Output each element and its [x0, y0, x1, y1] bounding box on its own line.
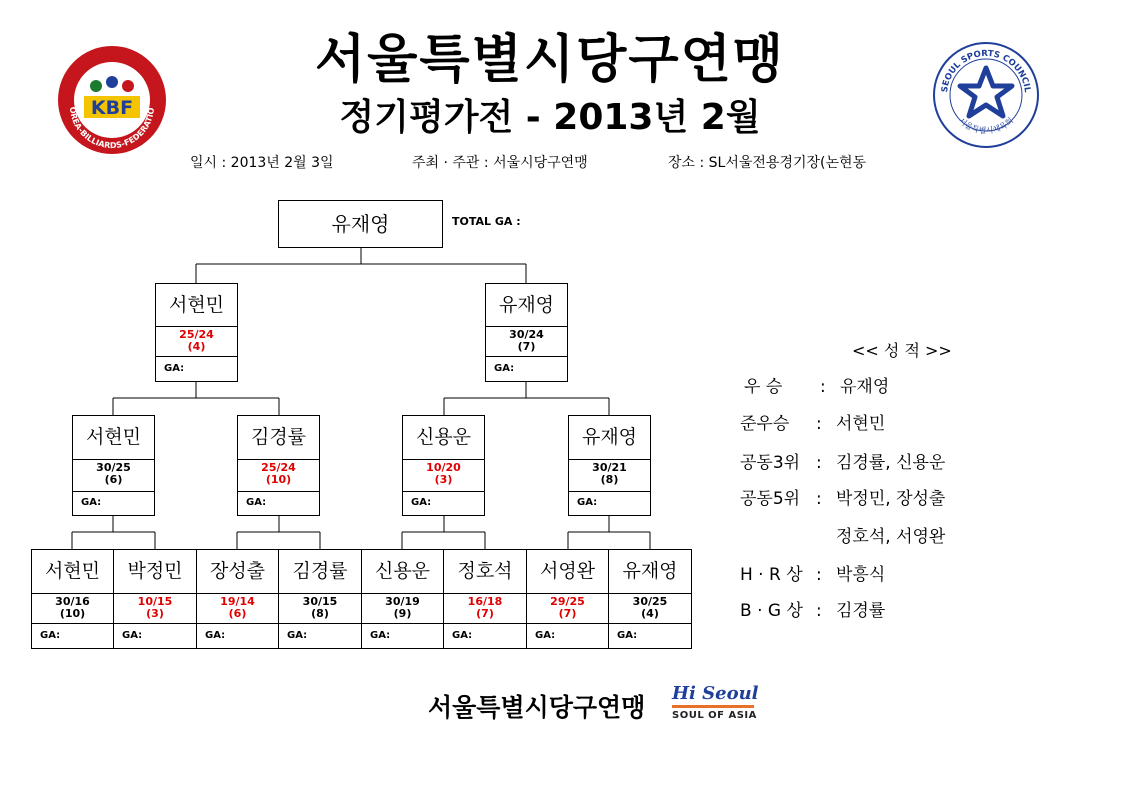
- player-score: 30/19 (9): [362, 594, 443, 624]
- ga-label: GA:: [494, 363, 515, 374]
- player-score: 25/24 (10): [238, 460, 319, 492]
- player-name: 서영완: [527, 550, 608, 594]
- player-name: 서현민: [73, 416, 154, 460]
- player-name: 신용운: [362, 550, 443, 594]
- player-name: 서현민: [156, 284, 237, 327]
- player-name: 유재영: [609, 550, 691, 594]
- player-score: 30/24 (7): [486, 327, 567, 357]
- event-venue: 장소 : SL서울전용경기장(논현동: [668, 155, 867, 171]
- semifinal-box: [155, 283, 238, 382]
- ga-label: GA:: [617, 630, 638, 641]
- player-score: 30/21 (8): [569, 460, 650, 492]
- player-score: 29/25 (7): [527, 594, 608, 624]
- player-name: 정호석: [444, 550, 526, 594]
- results-header: << 성 적 >>: [852, 341, 952, 360]
- ga-label: GA:: [81, 497, 102, 508]
- quarterfinal-box: [402, 415, 485, 516]
- ga-label: GA:: [40, 630, 61, 641]
- round16-box: [196, 549, 279, 649]
- footer-org-name: 서울특별시당구연맹: [428, 693, 646, 722]
- round16-box: [443, 549, 527, 649]
- player-score: 10/20 (3): [403, 460, 484, 492]
- round16-box: [113, 549, 197, 649]
- ga-label: GA:: [411, 497, 432, 508]
- semifinal-box: [485, 283, 568, 382]
- result-row: B · G 상 : 김경률: [740, 601, 886, 621]
- soul-of-asia-text: SOUL OF ASIA: [672, 710, 757, 721]
- seoul-council-bottom-text: 서울특별시체육회: [956, 116, 1016, 136]
- player-name: 서현민: [32, 550, 113, 594]
- kbf-ring-text: OREA-BILLIARDS-FEDERATIO: [67, 106, 157, 151]
- player-name: 유재영: [486, 284, 567, 327]
- ga-label: GA:: [577, 497, 598, 508]
- player-score: 25/24 (4): [156, 327, 237, 357]
- kbf-logo-text: KBF: [90, 97, 134, 119]
- ga-label: GA:: [164, 363, 185, 374]
- player-name: 유재영: [569, 416, 650, 460]
- hi-seoul-logo: [672, 684, 762, 730]
- player-score: 30/16 (10): [32, 594, 113, 624]
- ga-label: GA:: [246, 497, 267, 508]
- player-name: 김경률: [238, 416, 319, 460]
- player-name: 박정민: [114, 550, 196, 594]
- event-host: 주최 · 주관 : 서울시당구연맹: [412, 155, 588, 171]
- quarterfinal-box: [72, 415, 155, 516]
- ga-label: GA:: [370, 630, 391, 641]
- round16-box: [31, 549, 114, 649]
- player-score: 30/25 (6): [73, 460, 154, 492]
- quarterfinal-box: [568, 415, 651, 516]
- round16-box: [361, 549, 444, 649]
- result-row: H · R 상 : 박흥식: [740, 565, 886, 585]
- result-row: 공동3위 : 김경률, 신용운: [740, 453, 946, 473]
- round16-box: [278, 549, 362, 649]
- page-title: 서울특별시당구연맹: [314, 30, 786, 90]
- player-name: 김경률: [279, 550, 361, 594]
- ga-label: GA:: [452, 630, 473, 641]
- seoul-council-top-text: SEOUL SPORTS COUNCIL: [940, 48, 1032, 94]
- player-score: 30/15 (8): [279, 594, 361, 624]
- result-row: 준우승 : 서현민: [740, 414, 886, 434]
- ga-label: GA:: [287, 630, 308, 641]
- player-score: 16/18 (7): [444, 594, 526, 624]
- quarterfinal-box: [237, 415, 320, 516]
- round16-box: [608, 549, 692, 649]
- page-subtitle: 정기평가전 - 2013년 2월: [339, 97, 761, 138]
- champion-box: 유재영: [278, 200, 443, 248]
- ga-label: GA:: [122, 630, 143, 641]
- event-date: 일시 : 2013년 2월 3일: [190, 155, 334, 171]
- hi-seoul-underline: [672, 705, 754, 708]
- round16-box: [526, 549, 609, 649]
- player-name: 신용운: [403, 416, 484, 460]
- result-row: 공동5위 : 박정민, 장성출: [740, 489, 946, 509]
- ga-label: GA:: [535, 630, 556, 641]
- player-name: 장성출: [197, 550, 278, 594]
- player-score: 10/15 (3): [114, 594, 196, 624]
- total-ga-label: TOTAL GA :: [452, 215, 521, 228]
- result-row: 정호석, 서영완: [836, 527, 946, 547]
- hi-seoul-wordmark: Hi Seoul: [672, 683, 759, 704]
- player-score: 30/25 (4): [609, 594, 691, 624]
- player-score: 19/14 (6): [197, 594, 278, 624]
- ga-label: GA:: [205, 630, 226, 641]
- result-row: 우 승 : 유재영: [744, 377, 890, 397]
